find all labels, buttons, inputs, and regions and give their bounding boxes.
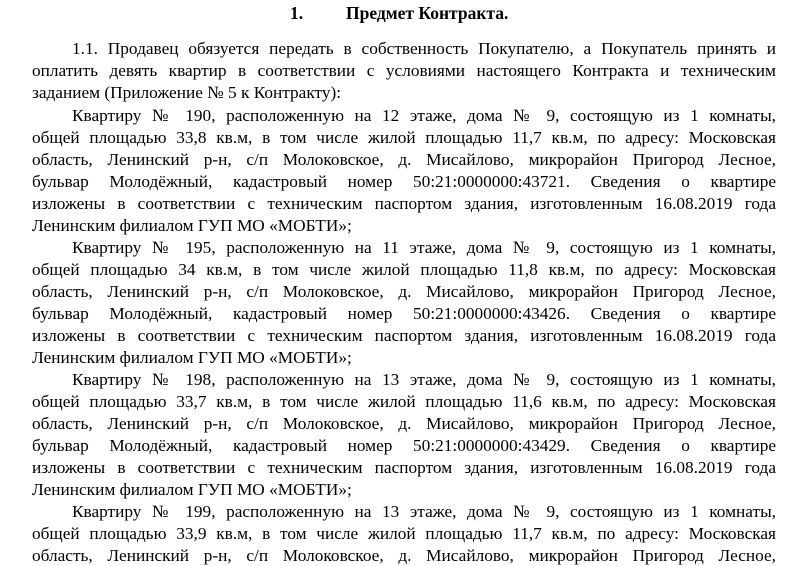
apartment-line: область, Ленинский р-н, с/п Молоковское, д. Мисайлово, микрорайон Пригород Лесное, xyxy=(32,282,776,301)
apartment-line: бульвар Молодёжный, кадастровый номер 50:21:0000000:43721. Сведения о квартире xyxy=(32,172,776,191)
apartment-line: общей площадью 34 кв.м, в том числе жилой площадью 11,8 кв.м, по адресу: Московская xyxy=(32,260,776,279)
section-number: 1. xyxy=(290,3,304,23)
apartment-line: общей площадью 33,7 кв.м, в том числе жилой площадью 11,6 кв.м, по адресу: Московская xyxy=(32,392,776,411)
apartment-line: бульвар Молодёжный, кадастровый номер 50:21:0000000:43429. Сведения о квартире xyxy=(32,436,776,455)
apartment-line: общей площадью 33,9 кв.м, в том числе жилой площадью 11,7 кв.м, по адресу: Московская xyxy=(32,524,776,543)
apartment-line: общей площадью 33,8 кв.м, в том числе жилой площадью 11,7 кв.м, по адресу: Московская xyxy=(32,128,776,147)
apartment-line: Квартиру № 190, расположенную на 12 этаже, дома № 9, состоящую из 1 комнаты, xyxy=(72,106,776,125)
apartment-line: Ленинским филиалом ГУП МО «МОБТИ»; xyxy=(32,348,352,367)
apartment-line: Квартиру № 198, расположенную на 13 этаже, дома № 9, состоящую из 1 комнаты, xyxy=(72,370,776,389)
apartment-line: изложены в соответствии с техническим паспортом здания, изготовленным 16.08.2019 года xyxy=(32,458,776,477)
apartment-line: бульвар Молодёжный, кадастровый номер 50:21:0000000:43426. Сведения о квартире xyxy=(32,304,776,323)
apartment-line: область, Ленинский р-н, с/п Молоковское, д. Мисайлово, микрорайон Пригород Лесное, xyxy=(32,414,776,433)
section-title: Предмет Контракта. xyxy=(346,3,509,23)
apartment-line: Ленинским филиалом ГУП МО «МОБТИ»; xyxy=(32,216,352,235)
paragraph-line: оплатить девять квартир в соответствии с условиями настоящего Контракта и техническим xyxy=(32,61,776,80)
apartment-line: область, Ленинский р-н, с/п Молоковское, д. Мисайлово, микрорайон Пригород Лесное, xyxy=(32,546,776,565)
apartment-line: Квартиру № 195, расположенную на 11 этаже, дома № 9, состоящую из 1 комнаты, xyxy=(72,238,776,257)
apartment-line: Квартиру № 199, расположенную на 13 этаже, дома № 9, состоящую из 1 комнаты, xyxy=(72,502,776,521)
apartment-line: изложены в соответствии с техническим паспортом здания, изготовленным 16.08.2019 года xyxy=(32,326,776,345)
paragraph-line: 1.1. Продавец обязуется передать в собственность Покупателю, а Покупатель принять и xyxy=(72,39,776,58)
apartment-line: изложены в соответствии с техническим паспортом здания, изготовленным 16.08.2019 года xyxy=(32,194,776,213)
paragraph-line: заданием (Приложение № 5 к Контракту): xyxy=(32,83,342,102)
apartment-line: область, Ленинский р-н, с/п Молоковское, д. Мисайлово, микрорайон Пригород Лесное, xyxy=(32,150,776,169)
apartment-line: Ленинским филиалом ГУП МО «МОБТИ»; xyxy=(32,480,352,499)
